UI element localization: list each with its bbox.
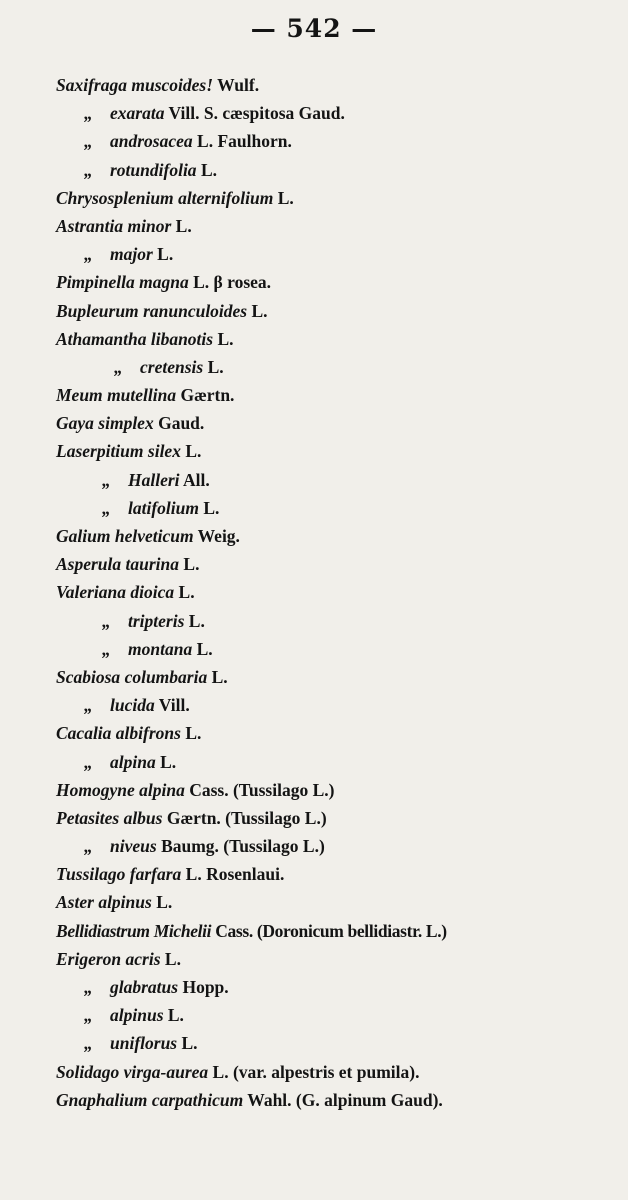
- author-abbrev: L.: [185, 723, 202, 744]
- author-abbrev: L.: [183, 554, 200, 575]
- species-name: uniflorus: [110, 1033, 178, 1054]
- list-item: [56, 888, 628, 916]
- ditto-mark: „: [84, 131, 93, 152]
- author-abbrev: Wahl.: [247, 1089, 292, 1110]
- species-name: exarata: [110, 103, 165, 124]
- author-abbrev: L.: [188, 610, 205, 631]
- species-name: taurina: [125, 554, 180, 575]
- genus-name: Scabiosa: [56, 666, 121, 687]
- species-list: [56, 71, 628, 1114]
- species-name: Halleri: [128, 469, 180, 490]
- genus-name: Aster: [56, 892, 94, 913]
- species-name: lucida: [110, 695, 155, 716]
- author-abbrev: L.: [164, 948, 181, 969]
- author-abbrev: L.: [196, 638, 213, 659]
- ditto-mark: „: [102, 638, 111, 659]
- list-item: [56, 748, 628, 776]
- author-abbrev: L.: [251, 300, 268, 321]
- entry-note: (G. alpinum Gaud).: [295, 1089, 443, 1110]
- author-abbrev: L.: [212, 1061, 229, 1082]
- list-item: [56, 663, 628, 691]
- genus-name: Gnaphalium: [56, 1089, 148, 1110]
- genus-name: Petasites: [56, 807, 120, 828]
- author-abbrev: L.: [167, 1005, 184, 1026]
- author-abbrev: L.: [160, 751, 177, 772]
- species-name: niveus: [110, 836, 157, 857]
- list-item: [56, 325, 628, 353]
- author-abbrev: Vill.: [168, 103, 200, 124]
- author-abbrev: Cass.: [215, 920, 253, 941]
- species-name: rotundifolia: [110, 159, 197, 180]
- species-name: minor: [127, 215, 172, 236]
- author-abbrev: L.: [185, 441, 202, 462]
- entry-note: β rosea.: [213, 272, 272, 293]
- list-item: [56, 719, 628, 747]
- list-item: [56, 494, 628, 522]
- list-item: [56, 353, 628, 381]
- species-name: Michelii: [153, 920, 212, 941]
- list-item: [56, 268, 628, 296]
- ditto-mark: „: [84, 1033, 93, 1054]
- author-abbrev: L.: [156, 892, 173, 913]
- author-abbrev: L.: [207, 356, 224, 377]
- genus-name: Saxifraga: [56, 75, 127, 95]
- list-item: [56, 1058, 628, 1086]
- list-item: [56, 297, 628, 325]
- species-name: cretensis: [140, 356, 204, 377]
- species-name: mutellina: [107, 385, 177, 406]
- list-item: [56, 1086, 628, 1114]
- list-item: [56, 127, 628, 155]
- ditto-mark: „: [84, 695, 93, 716]
- author-abbrev: L.: [217, 328, 234, 349]
- page-number: — 542 —: [250, 14, 378, 43]
- author-abbrev: L.: [157, 244, 174, 265]
- species-name: acris: [125, 948, 161, 969]
- entry-note: Rosenlaui.: [206, 864, 285, 885]
- author-abbrev: Weig.: [197, 526, 240, 546]
- species-name: alpinus: [98, 892, 152, 913]
- list-item: [56, 776, 628, 804]
- genus-name: Valeriana: [56, 582, 127, 603]
- author-abbrev: Gaud.: [158, 413, 205, 434]
- author-abbrev: Gærtn.: [166, 807, 221, 828]
- species-name: muscoides!: [131, 75, 214, 95]
- genus-name: Meum: [56, 385, 103, 406]
- species-name: alpina: [139, 779, 185, 800]
- list-item: [56, 212, 628, 240]
- author-abbrev: L.: [211, 666, 228, 687]
- list-item: [56, 71, 628, 99]
- author-abbrev: L.: [175, 215, 192, 236]
- species-name: farfara: [129, 864, 182, 885]
- entry-note: (var. alpestris et pumila).: [232, 1061, 420, 1082]
- species-name: helveticum: [114, 526, 194, 546]
- list-item: [56, 635, 628, 663]
- author-abbrev: L.: [181, 1033, 198, 1054]
- author-abbrev: L.: [185, 864, 202, 885]
- author-abbrev: L.: [203, 497, 220, 518]
- genus-name: Bellidiastrum: [56, 920, 150, 941]
- species-name: ranunculoides: [143, 300, 248, 321]
- author-abbrev: Wulf.: [217, 75, 260, 95]
- species-name: dioica: [130, 582, 175, 603]
- species-name: carpathicum: [151, 1089, 244, 1110]
- author-abbrev: L.: [178, 582, 195, 603]
- ditto-mark: „: [102, 610, 111, 631]
- genus-name: Erigeron: [56, 948, 122, 969]
- species-name: glabratus: [110, 977, 179, 997]
- species-name: albifrons: [115, 723, 181, 744]
- entry-note: (Tussilago L.): [232, 779, 335, 800]
- species-name: albus: [123, 807, 163, 828]
- author-abbrev: Gærtn.: [180, 385, 235, 406]
- species-name: columbaria: [124, 666, 208, 687]
- species-name: alpina: [110, 751, 156, 772]
- species-name: major: [110, 244, 153, 265]
- author-abbrev: Baumg.: [161, 836, 219, 857]
- species-name: magna: [139, 272, 189, 293]
- ditto-mark: „: [102, 497, 111, 518]
- species-name: alternifolium: [178, 187, 274, 208]
- ditto-mark: „: [114, 356, 123, 377]
- author-abbrev: L.: [197, 131, 214, 152]
- genus-name: Galium: [56, 526, 111, 546]
- ditto-mark: „: [84, 836, 93, 857]
- list-item: [56, 240, 628, 268]
- author-abbrev: L.: [200, 159, 217, 180]
- genus-name: Athamantha: [56, 328, 147, 349]
- author-abbrev: Hopp.: [182, 977, 229, 997]
- genus-name: Cacalia: [56, 723, 112, 744]
- list-item: [56, 691, 628, 719]
- genus-name: Homogyne: [56, 779, 135, 800]
- list-item: [56, 973, 628, 1001]
- genus-name: Pimpinella: [56, 272, 135, 293]
- entry-note: S. cæspitosa Gaud.: [203, 103, 345, 124]
- genus-name: Solidago: [56, 1061, 120, 1082]
- entry-note: (Tussilago L.): [223, 836, 325, 857]
- list-item: [56, 578, 628, 606]
- genus-name: Gaya: [56, 413, 94, 434]
- ditto-mark: „: [84, 159, 93, 180]
- species-name: libanotis: [150, 328, 214, 349]
- list-item: [56, 466, 628, 494]
- ditto-mark: „: [84, 244, 93, 265]
- ditto-mark: „: [102, 469, 111, 490]
- entry-note: (Tussilago L.): [225, 807, 327, 828]
- list-item: [56, 1029, 628, 1057]
- list-item: [56, 437, 628, 465]
- list-item: [56, 550, 628, 578]
- list-item: [56, 945, 628, 973]
- ditto-mark: „: [84, 1005, 93, 1026]
- species-name: virga-aurea: [123, 1061, 209, 1082]
- species-name: tripteris: [128, 610, 185, 631]
- genus-name: Tussilago: [56, 864, 126, 885]
- list-item: [56, 99, 628, 127]
- list-item: [56, 607, 628, 635]
- list-item: [56, 832, 628, 860]
- list-item: [56, 860, 628, 888]
- list-item: [56, 156, 628, 184]
- author-abbrev: L.: [193, 272, 210, 293]
- ditto-mark: „: [84, 103, 93, 124]
- species-name: latifolium: [128, 497, 199, 518]
- genus-name: Laserpitium: [56, 441, 144, 462]
- list-item: [56, 409, 628, 437]
- author-abbrev: Vill.: [158, 695, 190, 716]
- species-name: montana: [128, 638, 193, 659]
- species-name: alpinus: [110, 1005, 164, 1026]
- genus-name: Asperula: [56, 554, 122, 575]
- species-name: silex: [147, 441, 181, 462]
- list-item: [56, 522, 628, 550]
- list-item: [56, 381, 628, 409]
- species-name: androsacea: [110, 131, 193, 152]
- ditto-mark: „: [84, 977, 93, 997]
- entry-note: (Doronicum bellidiastr. L.): [256, 920, 447, 941]
- author-abbrev: All.: [182, 469, 210, 490]
- genus-name: Astrantia: [56, 215, 124, 236]
- entry-note: Faulhorn.: [217, 131, 292, 152]
- list-item: [56, 1001, 628, 1029]
- ditto-mark: „: [84, 751, 93, 772]
- list-item: [56, 184, 628, 212]
- genus-name: Bupleurum: [56, 300, 139, 321]
- author-abbrev: Cass.: [189, 779, 229, 800]
- genus-name: Chrysosplenium: [56, 187, 174, 208]
- list-item: [56, 917, 628, 945]
- list-item: [56, 804, 628, 832]
- species-name: simplex: [98, 413, 154, 434]
- author-abbrev: L.: [277, 187, 294, 208]
